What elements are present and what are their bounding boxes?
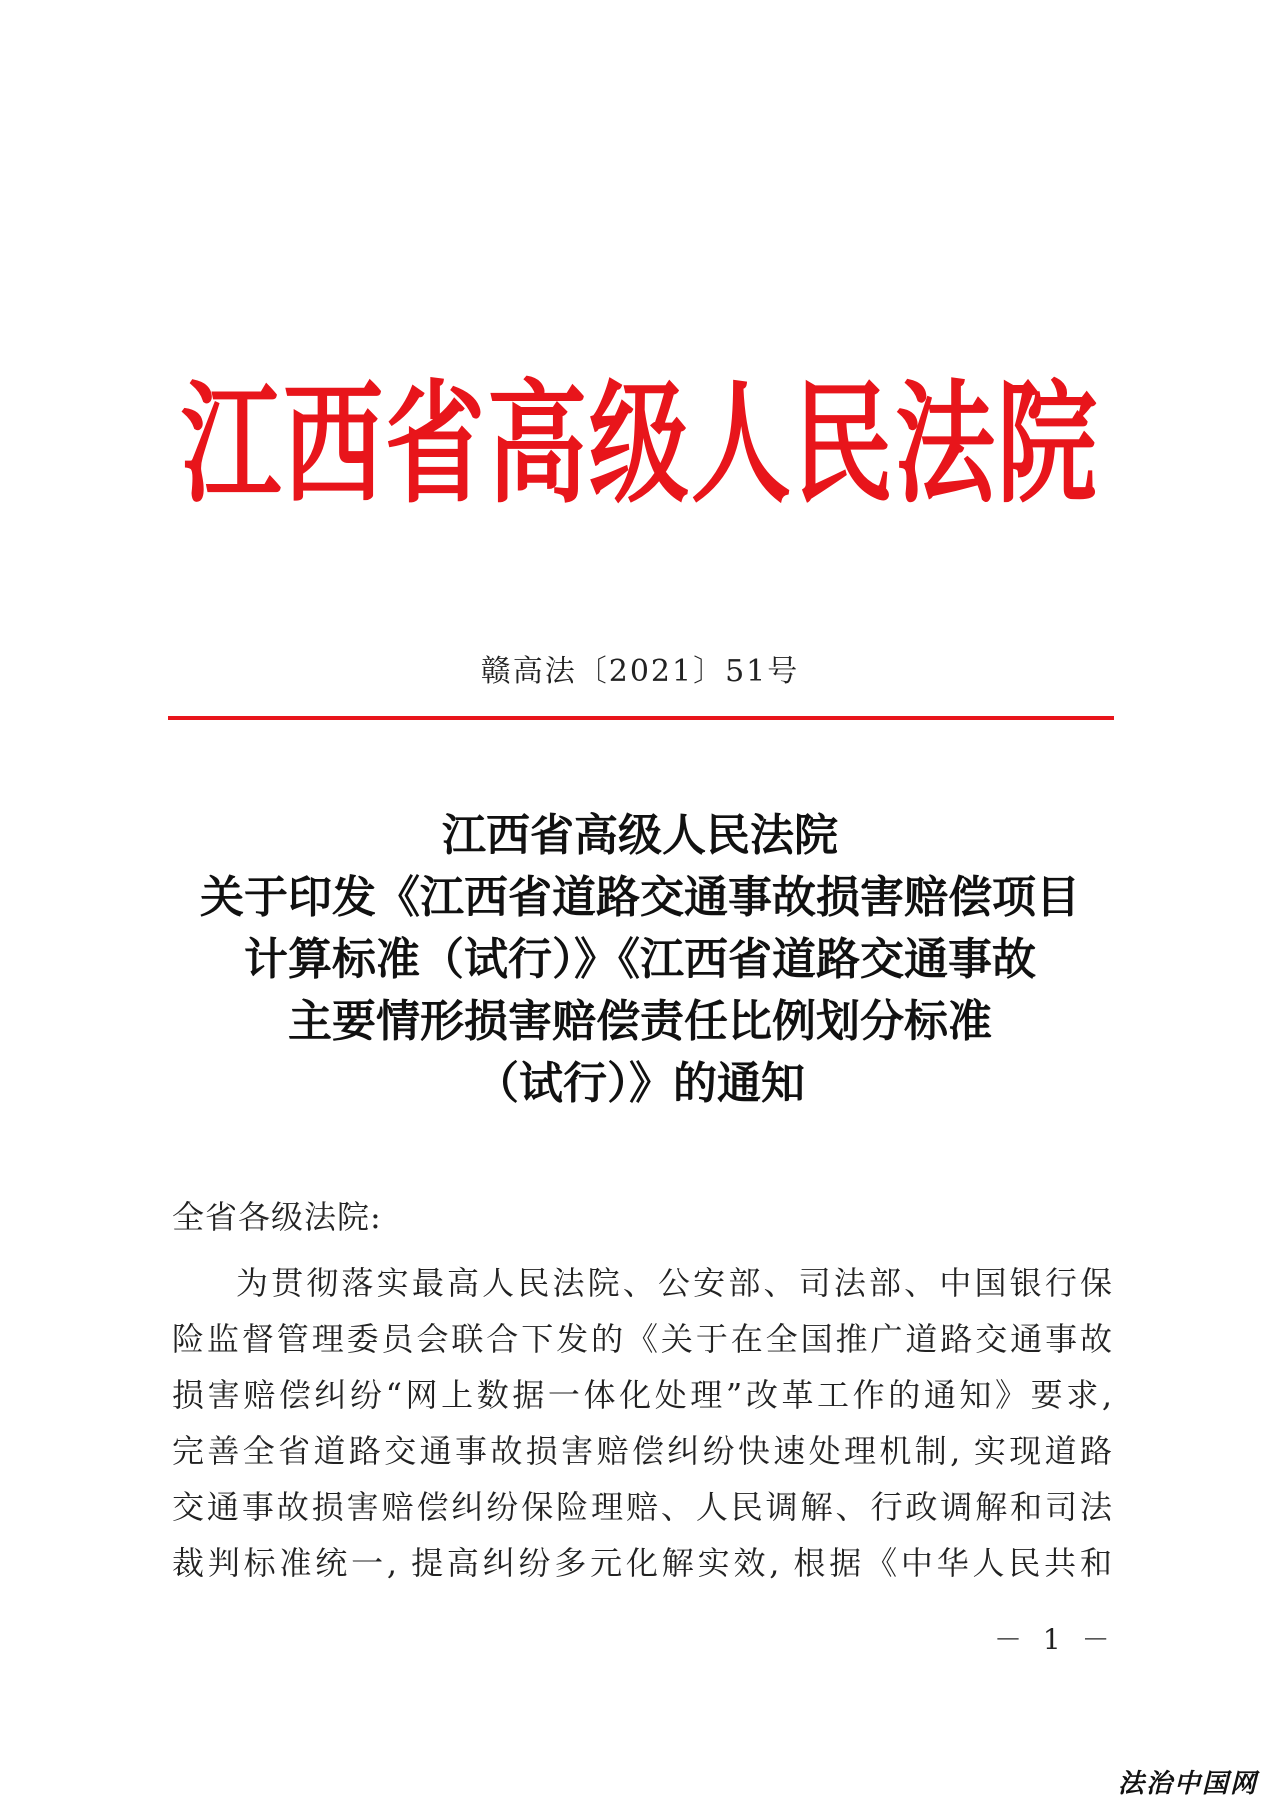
watermark-logo: 法治中国网 [1117,1769,1258,1799]
title-line: 江西省高级人民法院 [442,810,838,861]
title-line: （试行）》的通知 [475,1058,805,1109]
title-line: 计算标准（试行）》《江西省道路交通事故 [244,934,1036,985]
document-title [140,805,1140,1115]
body-line: 险监督管理委员会联合下发的《关于在全国推广道路交通事故 [172,1320,1112,1358]
issuer-masthead-text: 江西省高级人民法院 [181,367,1099,522]
title-line: 主要情形损害赔偿责任比例划分标准 [288,996,992,1047]
title-line: 关于印发《江西省道路交通事故损害赔偿项目 [200,872,1080,923]
red-divider-line [168,716,1114,720]
body-line: 为贯彻落实最高人民法院、公安部、司法部、中国银行保 [236,1264,1112,1302]
body-line: 完善全省道路交通事故损害赔偿纠纷快速处理机制, 实现道路 [172,1432,1112,1470]
body-paragraph [172,1255,1112,1591]
body-line: 交通事故损害赔偿纠纷保险理赔、人民调解、行政调解和司法 [172,1488,1112,1526]
body-line: 损害赔偿纠纷“网上数据一体化处理”改革工作的通知》要求, [172,1376,1112,1414]
body-line: 裁判标准统一, 提高纠纷多元化解实效, 根据《中华人民共和 [172,1544,1112,1582]
issuer-masthead [0,367,1280,522]
page-number: － 1 － [994,1623,1116,1656]
salutation: 全省各级法院: [172,1198,382,1236]
document-number: 赣高法〔2021〕51号 [480,654,800,689]
